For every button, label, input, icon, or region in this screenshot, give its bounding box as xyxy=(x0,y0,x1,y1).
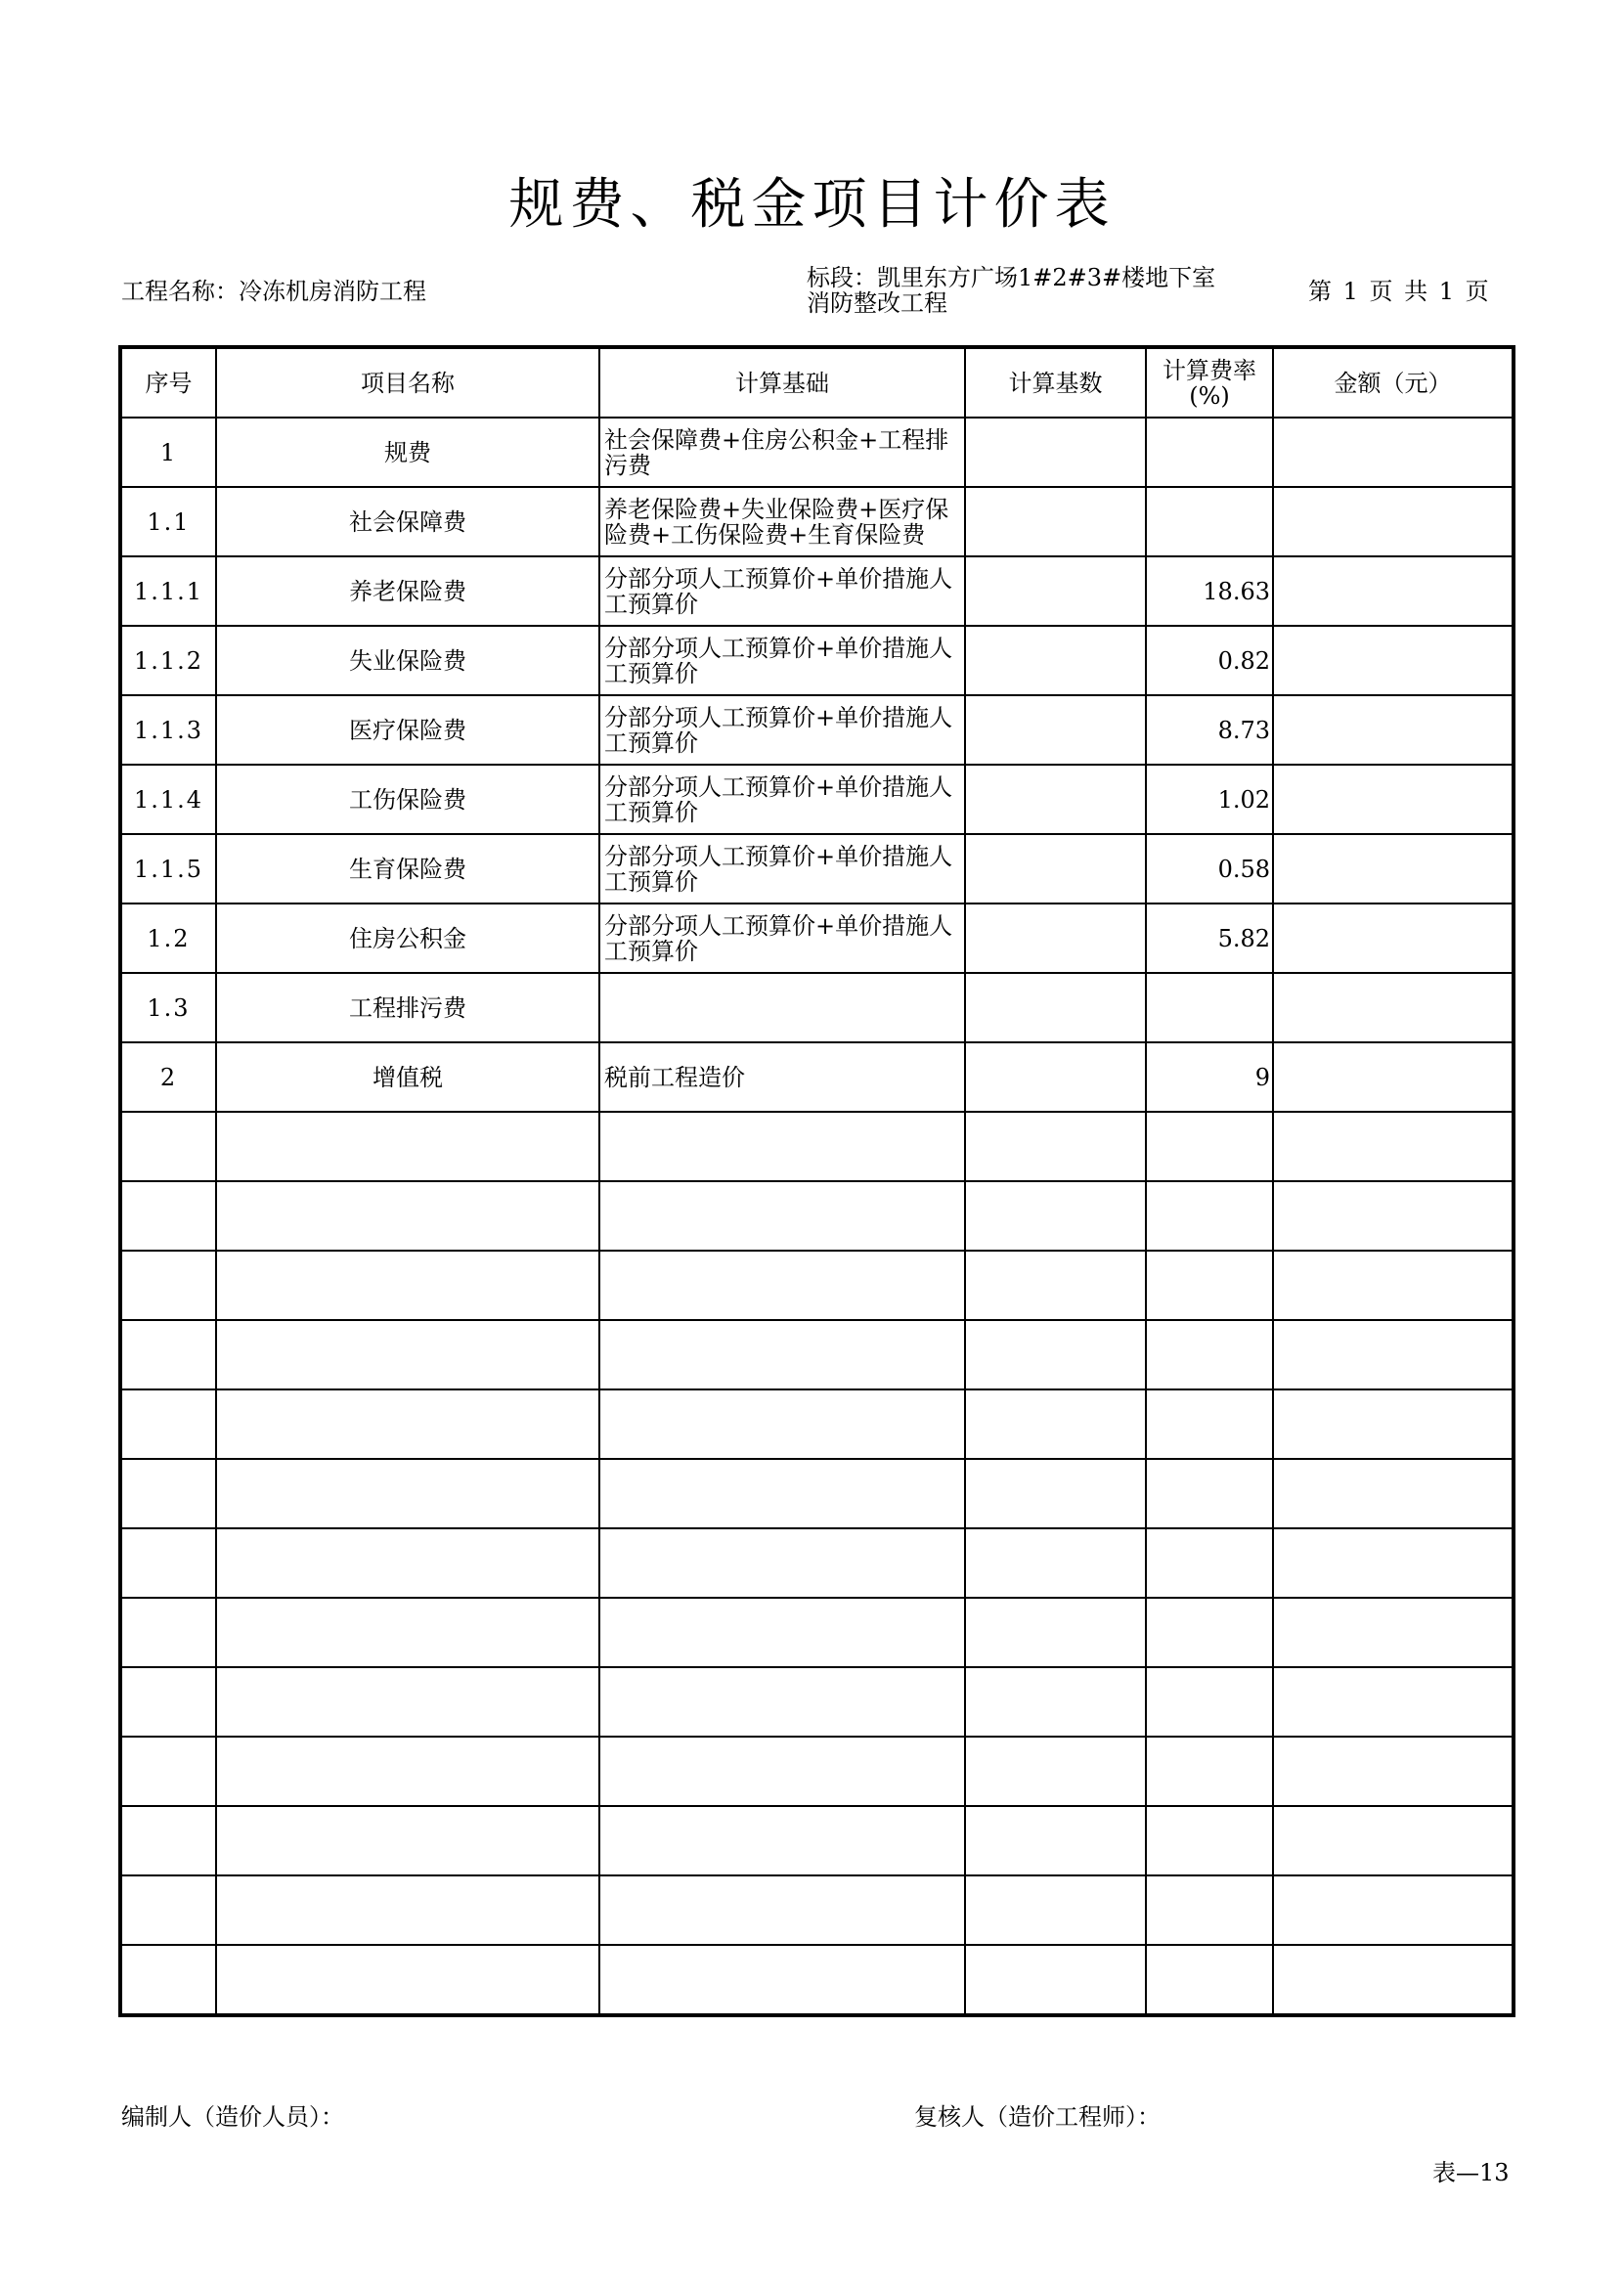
empty-cell xyxy=(1273,1598,1514,1667)
empty-cell xyxy=(965,1598,1146,1667)
cell-seq: 1.1.5 xyxy=(120,834,216,904)
table-row xyxy=(120,487,1514,556)
cell-amount xyxy=(1273,973,1514,1042)
cell-base xyxy=(965,1042,1146,1112)
cell-seq: 1.1.3 xyxy=(120,695,216,765)
cell-name: 社会保障费 xyxy=(216,487,599,556)
empty-cell xyxy=(1146,1320,1273,1389)
cell-basis: 分部分项人工预算价+单价措施人工预算价 xyxy=(599,626,965,695)
empty-cell xyxy=(120,1667,216,1737)
empty-cell xyxy=(599,1806,965,1875)
empty-cell xyxy=(599,1181,965,1251)
empty-cell xyxy=(1273,1806,1514,1875)
empty-table-row xyxy=(120,1598,1514,1667)
empty-cell xyxy=(120,1806,216,1875)
project-name: 工程名称：冷冻机房消防工程 xyxy=(121,278,426,305)
empty-cell xyxy=(1273,1389,1514,1459)
cell-amount xyxy=(1273,834,1514,904)
cell-amount xyxy=(1273,626,1514,695)
empty-cell xyxy=(1273,1251,1514,1320)
empty-cell xyxy=(216,1667,599,1737)
cell-base xyxy=(965,418,1146,487)
cell-base xyxy=(965,626,1146,695)
cell-name: 失业保险费 xyxy=(216,626,599,695)
empty-cell xyxy=(216,1598,599,1667)
empty-cell xyxy=(216,1528,599,1598)
cell-name: 养老保险费 xyxy=(216,556,599,626)
empty-cell xyxy=(1273,1945,1514,2015)
empty-cell xyxy=(965,1667,1146,1737)
page-info: 第 1 页 共 1 页 xyxy=(1308,278,1489,305)
cell-rate: 5.82 xyxy=(1146,904,1273,973)
cell-name: 增值税 xyxy=(216,1042,599,1112)
cell-name: 住房公积金 xyxy=(216,904,599,973)
empty-cell xyxy=(965,1459,1146,1528)
empty-cell xyxy=(120,1528,216,1598)
cell-base xyxy=(965,834,1146,904)
table-row xyxy=(120,695,1514,765)
header-basis: 计算基础 xyxy=(599,347,965,418)
header-seq: 序号 xyxy=(120,347,216,418)
cell-amount xyxy=(1273,765,1514,834)
empty-cell xyxy=(216,1181,599,1251)
empty-cell xyxy=(1273,1737,1514,1806)
cell-base xyxy=(965,973,1146,1042)
empty-table-row xyxy=(120,1112,1514,1181)
empty-table-row xyxy=(120,1737,1514,1806)
empty-cell xyxy=(1273,1459,1514,1528)
empty-cell xyxy=(216,1112,599,1181)
cell-amount xyxy=(1273,487,1514,556)
table-row xyxy=(120,1042,1514,1112)
empty-cell xyxy=(599,1667,965,1737)
empty-cell xyxy=(599,1112,965,1181)
empty-cell xyxy=(965,1320,1146,1389)
cell-basis: 税前工程造价 xyxy=(599,1042,965,1112)
empty-cell xyxy=(1146,1737,1273,1806)
empty-cell xyxy=(120,1598,216,1667)
empty-cell xyxy=(216,1320,599,1389)
cell-rate xyxy=(1146,487,1273,556)
empty-cell xyxy=(1146,1459,1273,1528)
cell-basis: 分部分项人工预算价+单价措施人工预算价 xyxy=(599,904,965,973)
cell-rate: 9 xyxy=(1146,1042,1273,1112)
cell-name: 医疗保险费 xyxy=(216,695,599,765)
empty-cell xyxy=(1273,1528,1514,1598)
cell-rate: 18.63 xyxy=(1146,556,1273,626)
empty-cell xyxy=(965,1945,1146,2015)
cell-amount xyxy=(1273,556,1514,626)
cell-rate xyxy=(1146,418,1273,487)
cell-rate: 0.82 xyxy=(1146,626,1273,695)
empty-cell xyxy=(965,1389,1146,1459)
empty-table-row xyxy=(120,1667,1514,1737)
empty-cell xyxy=(1146,1875,1273,1945)
empty-cell xyxy=(965,1875,1146,1945)
empty-cell xyxy=(120,1945,216,2015)
empty-cell xyxy=(216,1459,599,1528)
empty-cell xyxy=(1146,1181,1273,1251)
empty-table-row xyxy=(120,1875,1514,1945)
cell-seq: 2 xyxy=(120,1042,216,1112)
empty-cell xyxy=(1146,1112,1273,1181)
cell-name: 规费 xyxy=(216,418,599,487)
cell-amount xyxy=(1273,904,1514,973)
empty-table-row xyxy=(120,1528,1514,1598)
header-rate: 计算费率(%) xyxy=(1146,347,1273,418)
empty-cell xyxy=(599,1737,965,1806)
empty-table-row xyxy=(120,1389,1514,1459)
empty-cell xyxy=(1273,1875,1514,1945)
empty-cell xyxy=(1273,1667,1514,1737)
fee-table xyxy=(118,345,1515,2017)
empty-cell xyxy=(1273,1181,1514,1251)
table-row xyxy=(120,626,1514,695)
empty-cell xyxy=(120,1875,216,1945)
empty-cell xyxy=(599,1389,965,1459)
empty-cell xyxy=(599,1528,965,1598)
table-row xyxy=(120,765,1514,834)
empty-cell xyxy=(1146,1806,1273,1875)
cell-seq: 1.1.4 xyxy=(120,765,216,834)
empty-cell xyxy=(120,1112,216,1181)
empty-cell xyxy=(120,1737,216,1806)
cell-basis xyxy=(599,973,965,1042)
cell-rate xyxy=(1146,973,1273,1042)
cell-seq: 1.2 xyxy=(120,904,216,973)
empty-cell xyxy=(216,1875,599,1945)
cell-seq: 1.1.1 xyxy=(120,556,216,626)
empty-cell xyxy=(965,1112,1146,1181)
table-row xyxy=(120,834,1514,904)
table-row xyxy=(120,973,1514,1042)
empty-table-row xyxy=(120,1251,1514,1320)
cell-basis: 养老保险费+失业保险费+医疗保险费+工伤保险费+生育保险费 xyxy=(599,487,965,556)
cell-base xyxy=(965,487,1146,556)
cell-basis: 分部分项人工预算价+单价措施人工预算价 xyxy=(599,765,965,834)
empty-cell xyxy=(599,1251,965,1320)
empty-cell xyxy=(216,1945,599,2015)
header-amount: 金额（元） xyxy=(1273,347,1514,418)
editor-label: 编制人（造价人员）： xyxy=(121,2103,344,2131)
empty-table-row xyxy=(120,1181,1514,1251)
empty-cell xyxy=(1146,1945,1273,2015)
empty-cell xyxy=(120,1320,216,1389)
cell-rate: 1.02 xyxy=(1146,765,1273,834)
cell-base xyxy=(965,904,1146,973)
cell-name: 工伤保险费 xyxy=(216,765,599,834)
empty-cell xyxy=(216,1737,599,1806)
cell-seq: 1 xyxy=(120,418,216,487)
empty-cell xyxy=(599,1945,965,2015)
empty-cell xyxy=(120,1251,216,1320)
empty-cell xyxy=(965,1181,1146,1251)
empty-cell xyxy=(1273,1320,1514,1389)
empty-cell xyxy=(599,1598,965,1667)
cell-base xyxy=(965,556,1146,626)
cell-base xyxy=(965,765,1146,834)
cell-seq: 1.1 xyxy=(120,487,216,556)
empty-cell xyxy=(1146,1667,1273,1737)
cell-basis: 社会保障费+住房公积金+工程排污费 xyxy=(599,418,965,487)
empty-cell xyxy=(1273,1112,1514,1181)
empty-cell xyxy=(965,1806,1146,1875)
empty-table-row xyxy=(120,1459,1514,1528)
empty-cell xyxy=(965,1737,1146,1806)
empty-cell xyxy=(1146,1251,1273,1320)
cell-rate: 8.73 xyxy=(1146,695,1273,765)
empty-cell xyxy=(1146,1528,1273,1598)
page-title: 规费、税金项目计价表 xyxy=(508,173,1116,237)
header-base: 计算基数 xyxy=(965,347,1146,418)
cell-amount xyxy=(1273,695,1514,765)
table-row xyxy=(120,556,1514,626)
empty-table-row xyxy=(120,1945,1514,2015)
empty-cell xyxy=(599,1875,965,1945)
empty-cell xyxy=(120,1389,216,1459)
empty-cell xyxy=(120,1181,216,1251)
reviewer-label: 复核人（造价工程师）： xyxy=(914,2103,1161,2131)
cell-basis: 分部分项人工预算价+单价措施人工预算价 xyxy=(599,695,965,765)
empty-cell xyxy=(965,1251,1146,1320)
empty-cell xyxy=(599,1459,965,1528)
cell-rate: 0.58 xyxy=(1146,834,1273,904)
form-number: 表—13 xyxy=(1432,2159,1510,2186)
cell-name: 工程排污费 xyxy=(216,973,599,1042)
empty-table-row xyxy=(120,1806,1514,1875)
cell-seq: 1.3 xyxy=(120,973,216,1042)
cell-amount xyxy=(1273,418,1514,487)
section-label: 标段：凯里东方广场1#2#3#楼地下室消防整改工程 xyxy=(807,264,1216,317)
cell-basis: 分部分项人工预算价+单价措施人工预算价 xyxy=(599,556,965,626)
empty-cell xyxy=(1146,1389,1273,1459)
empty-cell xyxy=(216,1806,599,1875)
table-row xyxy=(120,904,1514,973)
cell-name: 生育保险费 xyxy=(216,834,599,904)
empty-cell xyxy=(1146,1598,1273,1667)
cell-amount xyxy=(1273,1042,1514,1112)
cell-basis: 分部分项人工预算价+单价措施人工预算价 xyxy=(599,834,965,904)
cell-base xyxy=(965,695,1146,765)
cell-seq: 1.1.2 xyxy=(120,626,216,695)
empty-cell xyxy=(216,1389,599,1459)
empty-cell xyxy=(965,1528,1146,1598)
empty-cell xyxy=(216,1251,599,1320)
table-header-row xyxy=(120,347,1514,418)
empty-cell xyxy=(599,1320,965,1389)
empty-cell xyxy=(120,1459,216,1528)
empty-table-row xyxy=(120,1320,1514,1389)
header-name: 项目名称 xyxy=(216,347,599,418)
table-row xyxy=(120,418,1514,487)
